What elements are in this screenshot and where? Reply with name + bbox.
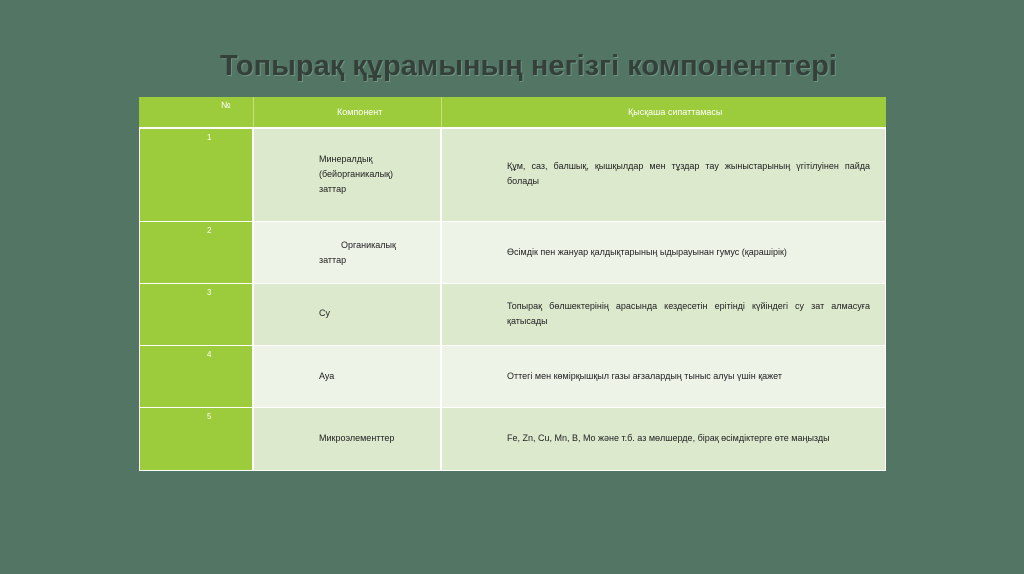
- row-description: Fe, Zn, Cu, Mn, B, Mo және т.б. аз мөлшерде, бірақ өсімдіктерге өте маңызды: [507, 433, 830, 443]
- row-component: [319, 431, 429, 446]
- row-num-cell: [140, 408, 252, 470]
- row-description-cell: [442, 222, 885, 283]
- row-num-cell: [140, 129, 252, 221]
- row-num-cell: [140, 284, 252, 345]
- header-description: Қысқаша сипаттамасы: [628, 107, 723, 117]
- row-description-cell: [442, 408, 885, 470]
- table-row: [139, 129, 886, 221]
- table-row: [139, 222, 886, 283]
- row-component-cell: [254, 284, 440, 345]
- row-num: 1: [207, 133, 212, 142]
- table-header: [139, 97, 886, 127]
- row-component-cell: [254, 346, 440, 407]
- row-num-cell: [140, 222, 252, 283]
- row-num-cell: [140, 346, 252, 407]
- components-table: [139, 97, 886, 471]
- row-description: Өсімдік пен жануар қалдықтарының ыдырауынан гумус (қарашірік): [507, 247, 787, 257]
- row-description: Топырақ бөлшектерінің арасында кездесетін ерітінді күйіндегі су зат алмасуға қатысады: [507, 301, 870, 326]
- row-num: 4: [207, 350, 212, 359]
- row-description-cell: [442, 129, 885, 221]
- component-line: Минералдық: [319, 154, 373, 164]
- row-component: [319, 306, 429, 321]
- table-row: [139, 284, 886, 345]
- row-component-cell: [254, 408, 440, 470]
- header-num: №: [221, 100, 231, 110]
- row-description-cell: [442, 284, 885, 345]
- component-line: заттар: [319, 255, 347, 265]
- row-component-cell: [254, 222, 440, 283]
- slide-title: Топырақ құрамының негізгі компоненттері: [220, 50, 837, 82]
- row-description: Құм, саз, балшық, қышқылдар мен тұздар тау жыныстарының үгітілуінен пайда болады: [507, 161, 870, 186]
- header-num-cell: [139, 97, 253, 127]
- row-component: [319, 238, 429, 268]
- row-description-cell: [442, 346, 885, 407]
- header-component-cell: [253, 97, 442, 127]
- component-line: Ауа: [319, 371, 335, 381]
- component-line: Органикалық: [341, 240, 396, 250]
- header-description-cell: [441, 97, 887, 127]
- row-description: Оттегі мен көмірқышқыл газы ағзалардың тыныс алуы үшін қажет: [507, 371, 783, 381]
- component-line: (бейорганикалық): [319, 169, 393, 179]
- component-line: Микроэлементтер: [319, 433, 395, 443]
- row-num: 2: [207, 226, 212, 235]
- component-line: Су: [319, 308, 330, 318]
- component-line: заттар: [319, 184, 347, 194]
- row-component: [319, 369, 429, 384]
- table-row: [139, 408, 886, 470]
- row-component-cell: [254, 129, 440, 221]
- row-num: 5: [207, 412, 212, 421]
- header-component: Компонент: [337, 107, 383, 117]
- table-row: [139, 346, 886, 407]
- row-num: 3: [207, 288, 212, 297]
- row-component: [319, 152, 429, 197]
